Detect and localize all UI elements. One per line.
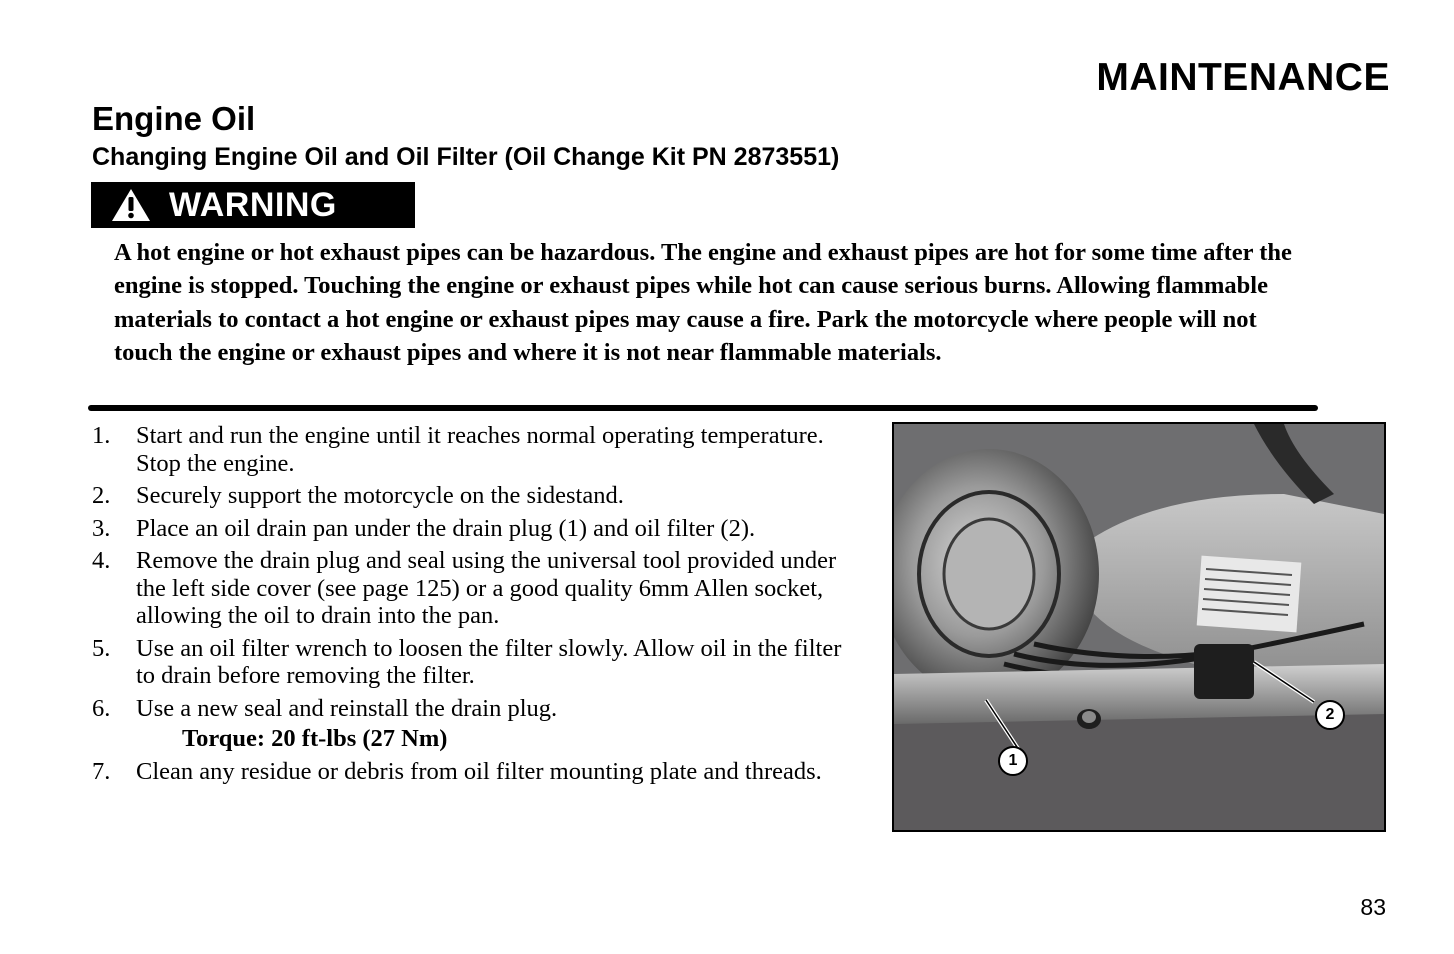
step-number: 1. (92, 422, 111, 449)
step-number: 6. (92, 694, 111, 722)
step-number: 2. (92, 482, 111, 509)
procedure-steps (92, 422, 852, 790)
step-number: 3. (92, 514, 111, 542)
step-text: Securely support the motorcycle on the sidestand. (136, 482, 624, 509)
step-3 (92, 515, 852, 543)
step-text: Remove the drain plug and seal using the universal tool provided under the left side cover (see page 125) or a good quality 6mm Allen socket, allowing the oil to drain into the pan. (136, 547, 837, 629)
page-heading: Engine Oil (92, 100, 256, 137)
step-1 (92, 422, 852, 477)
step-text: Use an oil filter wrench to loosen the filter slowly. Allow oil in the filter to drain before removing the filter. (136, 634, 842, 689)
step-number: 7. (92, 757, 111, 785)
callout-label: 2 (1325, 706, 1335, 723)
warning-divider (88, 405, 1318, 411)
step-7 (92, 758, 852, 786)
step-5 (92, 635, 852, 690)
step-2 (92, 482, 852, 510)
warning-text: A hot engine or hot exhaust pipes can be hazardous. The engine and exhaust pipes are hot for some time after the engine is stopped. Touching the engine or exhaust pipes while hot can cause serious burns. Allowing flammable materials to contact a hot engine or exhaust pipes may cause a fire. Park the motorcycle where people will not touch the engine or exhaust pipes and where it is not near flammable materials. (114, 239, 1292, 367)
torque-spec: Torque: 20 ft-lbs (27 Nm) (182, 725, 448, 752)
step-text: Use a new seal and reinstall the drain plug. (136, 694, 558, 722)
step-text: Place an oil drain pan under the drain plug (1) and oil filter (2). (136, 514, 756, 542)
step-number: 4. (92, 547, 111, 574)
warning-banner (91, 182, 415, 228)
warning-label: WARNING (169, 185, 337, 224)
warning-triangle-icon (111, 188, 151, 222)
engine-photo (892, 422, 1386, 832)
step-text: Clean any residue or debris from oil filter mounting plate and threads. (136, 757, 822, 785)
step-6 (92, 695, 852, 753)
callout-2 (1315, 700, 1345, 730)
step-text: Start and run the engine until it reaches normal operating temperature. Stop the engine. (136, 422, 824, 477)
page-number: 83 (1360, 894, 1386, 920)
step-4 (92, 547, 852, 630)
callout-label: 1 (1008, 752, 1018, 769)
step-number: 5. (92, 634, 111, 662)
section-title: MAINTENANCE (1096, 56, 1390, 99)
callout-1 (998, 746, 1028, 776)
page-subheading: Changing Engine Oil and Oil Filter (Oil Change Kit PN 2873551) (92, 143, 840, 171)
